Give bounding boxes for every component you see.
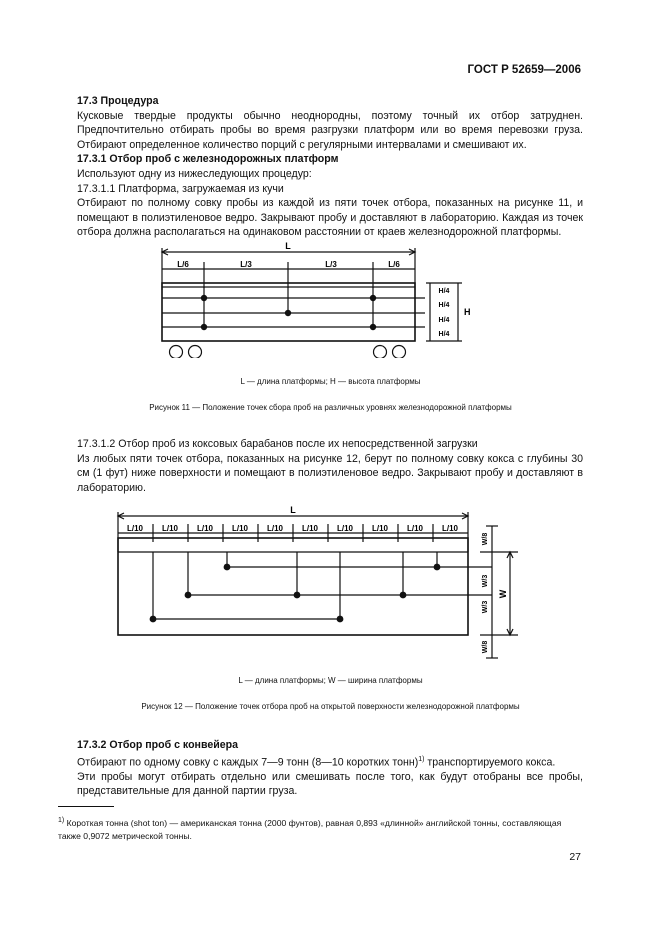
section-17-3-1-2 [77,437,583,495]
fig11-height-quarter-4: H/4 [438,331,450,338]
section-17-3 [77,94,583,240]
fig12-segment-5: L/10 [266,524,284,533]
fig11-segment-2: L/3 [240,260,252,269]
footnote-mark: 1) [58,817,65,824]
figure-12 [0,502,661,664]
paragraph-17-3-1-1: Отбирают по полному совку пробы из каждой из пяти точек отбора, показанных на рисунке 11, и помещают в полиэтиленовое ведро. Закрывают пробу и доставляют в лабораторию. Каждая из точек отбора должна располагаться на одинаковом расстоянии от краев железнодорожной платформы. [77,197,583,239]
fig12-width-eighth-bottom: W/8 [482,640,489,654]
fig12-width-third-1: W/3 [482,574,489,588]
title-17-3-1-1: 17.3.1.1 Платформа, загружаемая из кучи [77,182,284,195]
figure-11-legend: L — длина платформы; H — высота платформы [240,377,421,386]
fig11-segment-4: L/6 [388,260,400,269]
fig11-segment-3: L/3 [325,260,337,269]
fig12-length-label: L [290,505,296,515]
heading-17-3-1: 17.3.1 Отбор проб с железнодорожных платформ [77,153,339,166]
title-17-3-1-2: 17.3.1.2 Отбор проб из коксовых барабанов после их непосредственной загрузки [77,438,478,450]
fig12-segment-4: L/10 [231,524,249,533]
paragraph-17-3-2-second: Эти пробы могут отбирать отдельно или смешивать после того, как будут отобраны все пробы, представительные для данной партии груза. [77,770,583,798]
fig12-segment-8: L/10 [371,524,389,533]
fig11-height-quarter-2: H/4 [438,302,450,309]
figure-11 [0,238,661,358]
figure-11-caption: Рисунок 11 — Положение точек сбора проб на различных уровнях железнодорожной платформы [149,403,512,412]
footnote-reference: 1) [418,755,425,763]
paragraph-17-3-1-intro: Используют одну из нижеследующих процедур: [77,167,312,180]
fig12-segment-2: L/10 [161,524,179,533]
page-number: 27 [569,851,581,863]
heading-17-3: 17.3 Процедура [77,95,159,107]
fig12-width-label: W [498,589,508,599]
section-17-3-2 [77,738,583,799]
fig12-segment-9: L/10 [406,524,424,533]
fig12-segment-1: L/10 [126,524,144,533]
fig11-segment-1: L/6 [177,260,189,269]
figure-12-legend: L — длина платформы; W — ширина платформы [238,676,423,685]
fig11-height-label: H [464,307,471,317]
paragraph-17-3: Кусковые твердые продукты обычно неоднородны, поэтому точный их отбор затруднен. Предпочтительно отбирать пробы во время разгрузки платформ или во время перевозки груза. Отбирают определенное количество порций с регулярными интервалами и смешивают их. [77,109,583,151]
figure-12-drawing [0,502,661,664]
fig12-segment-3: L/10 [196,524,214,533]
fig12-width-third-2: W/3 [482,600,489,614]
footnote [58,814,583,844]
figure-11-drawing [0,238,661,358]
document-standard-header: ГОСТ Р 52659—2006 [467,64,581,76]
figure-12-caption: Рисунок 12 — Положение точек отбора проб на открытой поверхности железнодорожной платформы [141,702,520,711]
footnote-text: Короткая тонна (shot ton) — американская тонна (2000 фунтов), равная 0,893 «длинной» английской тонны, составляющая также 0,9072 метрической тонны. [58,817,562,842]
fig11-height-quarter-1: H/4 [438,288,450,295]
paragraph-17-3-2-first-tail: транспортируемого кокса. [424,756,556,769]
paragraph-17-3-2-first-text: Отбирают по одному совку с каждых 7—9 тонн (8—10 коротких тонн) [77,756,419,769]
heading-17-3-2: 17.3.2 Отбор проб с конвейера [77,739,238,751]
fig12-segment-10: L/10 [441,524,459,533]
fig12-width-eighth-top: W/8 [482,532,489,546]
fig12-segment-7: L/10 [336,524,354,533]
paragraph-17-3-2-first [77,753,583,770]
footnote-separator [58,806,114,807]
fig11-length-label: L [285,241,291,251]
paragraph-17-3-1-2: Из любых пяти точек отбора, показанных на рисунке 12, берут по полному совку кокса с глубины 30 см (1 фут) ниже поверхности и помещают в полиэтиленовое ведро. Закрывают пробу и доставляют в лабораторию. [77,452,583,494]
fig11-height-quarter-3: H/4 [438,317,450,324]
fig12-segment-6: L/10 [301,524,319,533]
